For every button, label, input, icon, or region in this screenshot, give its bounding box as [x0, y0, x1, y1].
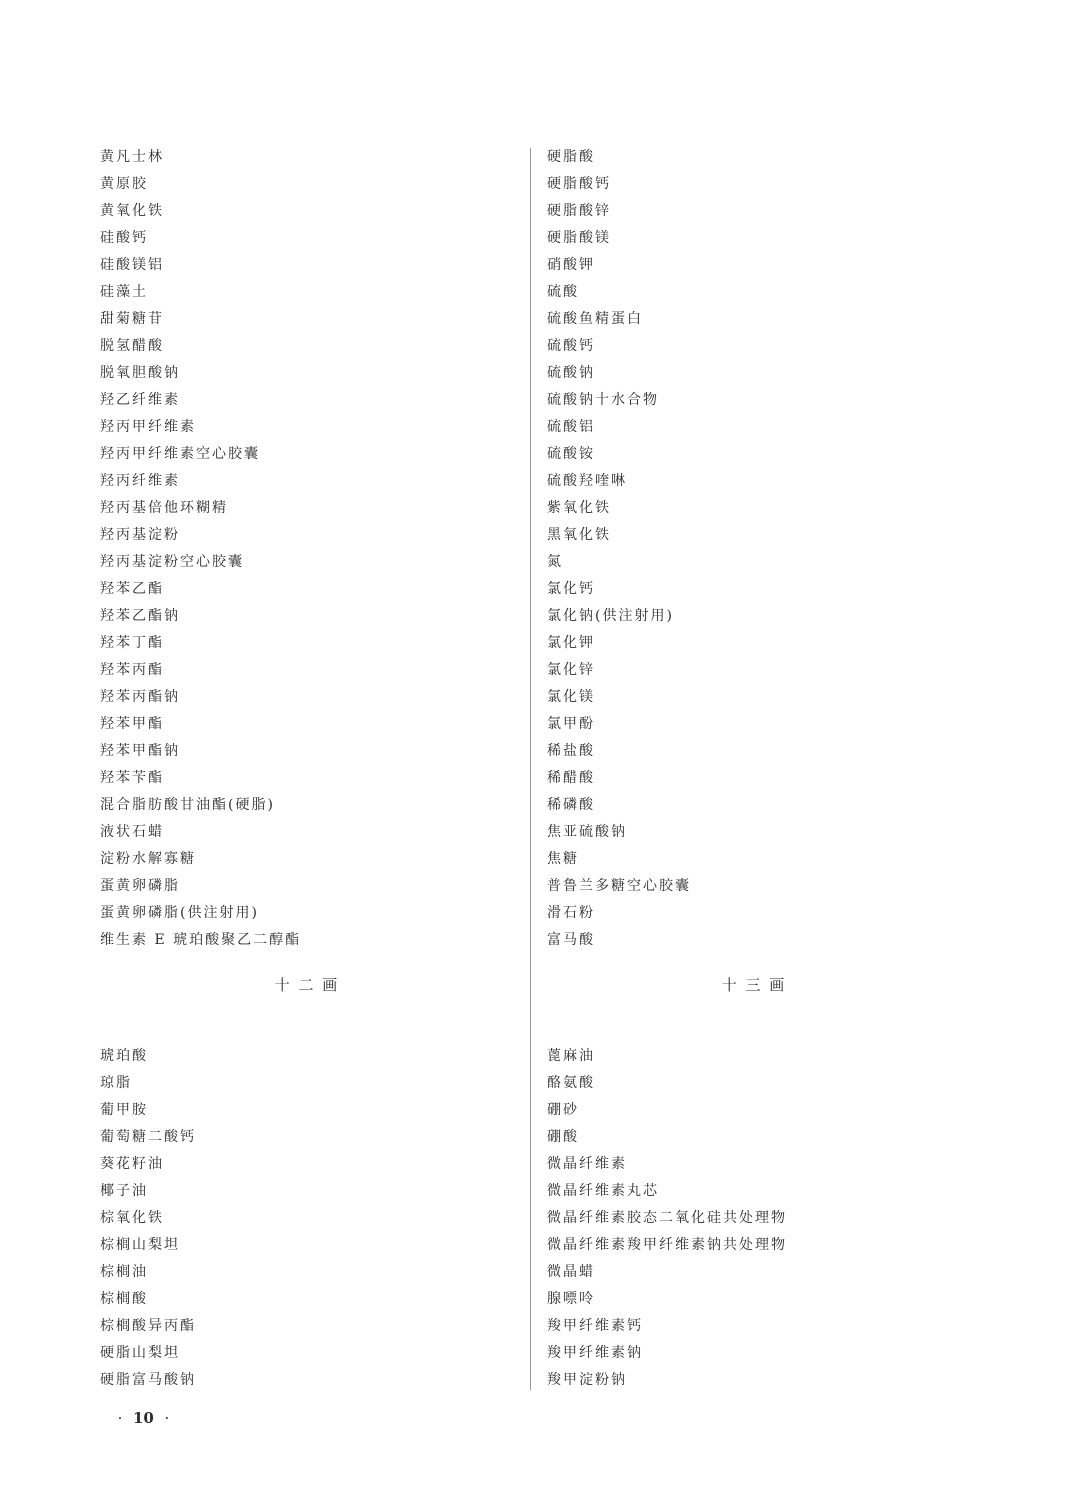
list-item: 淀粉水解寡糖: [100, 851, 196, 867]
list-item: 氯化钾: [547, 635, 595, 651]
list-item: 棕榈油: [100, 1264, 148, 1280]
list-item: 稀磷酸: [547, 797, 595, 813]
list-item: 稀醋酸: [547, 770, 595, 786]
list-item: 氯甲酚: [547, 716, 595, 732]
right-column: [547, 0, 967, 1504]
list-item: 焦亚硫酸钠: [547, 824, 627, 840]
list-item: 脱氧胆酸钠: [100, 365, 180, 381]
list-item: 稀盐酸: [547, 743, 595, 759]
list-item: 羧甲纤维素钙: [547, 1318, 643, 1334]
list-item: 甜菊糖苷: [100, 311, 164, 327]
list-item: 富马酸: [547, 932, 595, 948]
list-item: 羧甲淀粉钠: [547, 1372, 627, 1388]
list-item: 棕榈酸异丙酯: [100, 1318, 196, 1334]
list-item: 紫氧化铁: [547, 500, 611, 516]
list-item: 硫酸鱼精蛋白: [547, 311, 643, 327]
list-item: 硬脂山梨坦: [100, 1345, 180, 1361]
list-item: 葡萄糖二酸钙: [100, 1129, 196, 1145]
list-item: 氯化镁: [547, 689, 595, 705]
list-item: 羟苯甲酯: [100, 716, 164, 732]
list-item: 琥珀酸: [100, 1048, 148, 1064]
list-item: 氯化锌: [547, 662, 595, 678]
list-item: 硫酸钠: [547, 365, 595, 381]
list-item: 黄原胶: [100, 176, 148, 192]
list-item: 羟丙纤维素: [100, 473, 180, 489]
list-item: 焦糖: [547, 851, 579, 867]
list-item: 硼酸: [547, 1129, 579, 1145]
list-item: 滑石粉: [547, 905, 595, 921]
list-item: 酪氨酸: [547, 1075, 595, 1091]
list-item: 脱氢醋酸: [100, 338, 164, 354]
list-item: 棕榈山梨坦: [100, 1237, 180, 1253]
list-item: 硫酸铝: [547, 419, 595, 435]
list-item: 硫酸铵: [547, 446, 595, 462]
list-item: 硬脂酸钙: [547, 176, 611, 192]
list-item: 硝酸钾: [547, 257, 595, 273]
list-item: 硬脂酸锌: [547, 203, 611, 219]
list-item: 葵花籽油: [100, 1156, 164, 1172]
list-item: 氯化钠(供注射用): [547, 608, 674, 624]
list-item: 棕榈酸: [100, 1291, 148, 1307]
list-item: 腺嘌呤: [547, 1291, 595, 1307]
list-item: 椰子油: [100, 1183, 148, 1199]
list-item: 氮: [547, 554, 563, 570]
footer-dot-left: ·: [117, 1409, 123, 1427]
list-item: 羟乙纤维素: [100, 392, 180, 408]
list-item: 微晶纤维素胶态二氧化硅共处理物: [547, 1210, 787, 1226]
list-item: 蛋黄卵磷脂: [100, 878, 180, 894]
list-item: 微晶纤维素羧甲纤维素钠共处理物: [547, 1237, 787, 1253]
stroke-count-heading: 十 三 画: [721, 976, 787, 994]
list-item: 液状石蜡: [100, 824, 164, 840]
list-item: 蛋黄卵磷脂(供注射用): [100, 905, 259, 921]
list-item: 黄氧化铁: [100, 203, 164, 219]
list-item: 羟苯乙酯钠: [100, 608, 180, 624]
list-item: 棕氧化铁: [100, 1210, 164, 1226]
list-item: 羟苯苄酯: [100, 770, 164, 786]
list-item: 维生素 E 琥珀酸聚乙二醇酯: [100, 932, 302, 948]
list-item: 羟丙甲纤维素: [100, 419, 196, 435]
list-item: 微晶蜡: [547, 1264, 595, 1280]
footer-dot-right: ·: [164, 1409, 170, 1427]
ingredient-list-upper: [100, 144, 301, 954]
list-item: 羟丙基淀粉: [100, 527, 180, 543]
list-item: 蓖麻油: [547, 1048, 595, 1064]
list-item: 微晶纤维素: [547, 1156, 627, 1172]
list-item: 羟苯丁酯: [100, 635, 164, 651]
list-item: 黑氧化铁: [547, 527, 611, 543]
list-item: 硅酸镁铝: [100, 257, 164, 273]
list-item: 羟苯甲酯钠: [100, 743, 180, 759]
list-item: 羟丙基倍他环糊精: [100, 500, 228, 516]
list-item: 硼砂: [547, 1102, 579, 1118]
list-item: 硫酸羟喹啉: [547, 473, 627, 489]
list-item: 羟苯乙酯: [100, 581, 164, 597]
list-item: 羟苯丙酯: [100, 662, 164, 678]
list-item: 硫酸钙: [547, 338, 595, 354]
list-item: 羟丙基淀粉空心胶囊: [100, 554, 244, 570]
page-footer: [113, 1406, 174, 1430]
stroke-count-heading: 十 二 画: [274, 976, 340, 994]
ingredient-list-lower: [100, 1043, 196, 1394]
list-item: 普鲁兰多糖空心胶囊: [547, 878, 691, 894]
list-item: 硅藻土: [100, 284, 148, 300]
column-divider: [530, 148, 531, 1390]
list-item: 硅酸钙: [100, 230, 148, 246]
list-item: 硫酸钠十水合物: [547, 392, 659, 408]
list-item: 羧甲纤维素钠: [547, 1345, 643, 1361]
ingredient-list-lower: [547, 1043, 787, 1394]
page-number: 10: [133, 1409, 154, 1427]
list-item: 硫酸: [547, 284, 579, 300]
list-item: 琼脂: [100, 1075, 132, 1091]
ingredient-list-upper: [547, 144, 691, 954]
list-item: 微晶纤维素丸芯: [547, 1183, 659, 1199]
list-item: 羟丙甲纤维素空心胶囊: [100, 446, 260, 462]
list-item: 黄凡士林: [100, 149, 164, 165]
list-item: 硬脂酸: [547, 149, 595, 165]
list-item: 混合脂肪酸甘油酯(硬脂): [100, 797, 275, 813]
list-item: 硬脂酸镁: [547, 230, 611, 246]
list-item: 葡甲胺: [100, 1102, 148, 1118]
list-item: 硬脂富马酸钠: [100, 1372, 196, 1388]
list-item: 羟苯丙酯钠: [100, 689, 180, 705]
list-item: 氯化钙: [547, 581, 595, 597]
left-column: [100, 0, 520, 1504]
